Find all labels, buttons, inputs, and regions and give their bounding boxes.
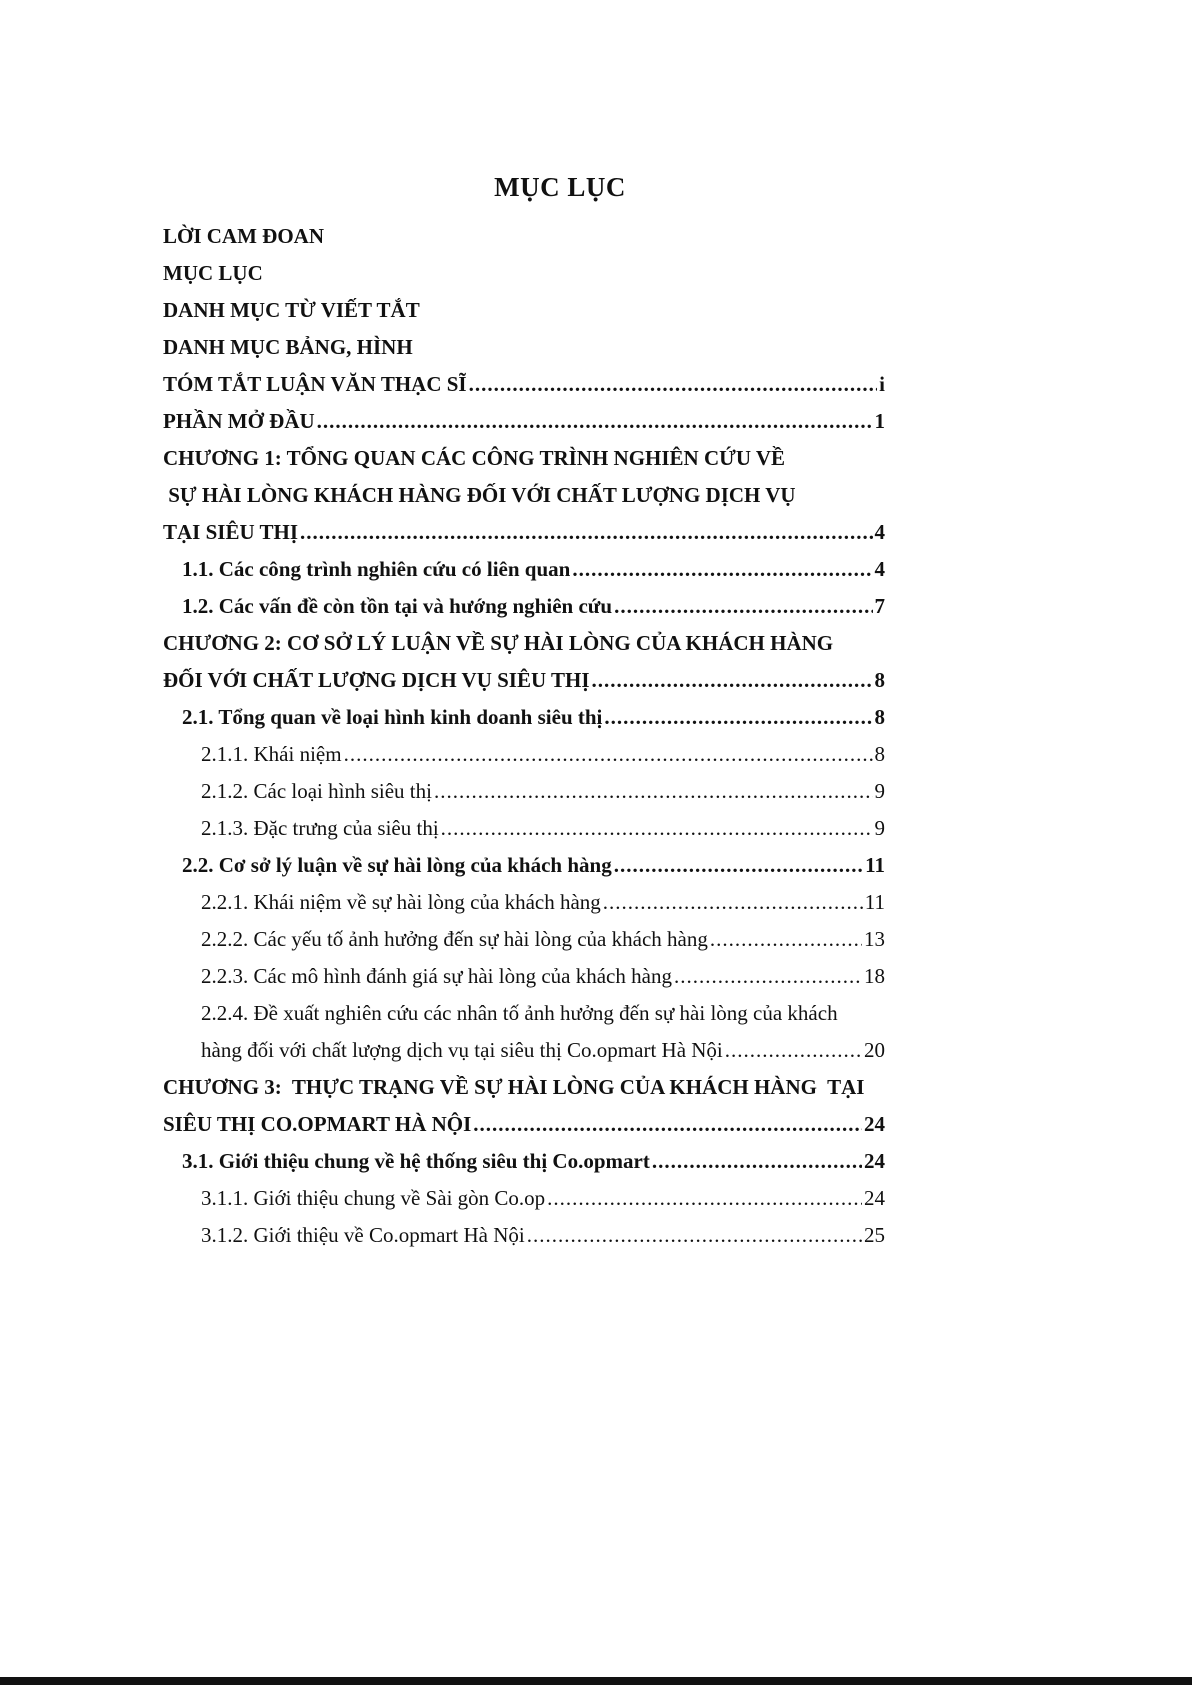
toc-entry-text: CHƯƠNG 3: THỰC TRẠNG VỀ SỰ HÀI LÒNG CỦA KHÁCH HÀNG TẠI	[163, 1075, 865, 1099]
toc-entry-text: 3.1.2. Giới thiệu về Co.opmart Hà Nội	[201, 1223, 525, 1247]
toc-entry[interactable]	[163, 333, 885, 361]
toc-entry-page: 24	[864, 1112, 885, 1136]
toc-entry[interactable]	[163, 444, 885, 472]
toc-entry-text: DANH MỤC BẢNG, HÌNH	[163, 335, 413, 359]
toc-entry-text: SIÊU THỊ CO.OPMART HÀ NỘI	[163, 1112, 472, 1136]
toc-entry-page: 24	[864, 1186, 885, 1210]
toc-entry[interactable]	[182, 703, 885, 731]
toc-entry-text: 1.2. Các vấn đề còn tồn tại và hướng nghiên cứu	[182, 594, 613, 618]
toc-entry-page: 4	[874, 520, 885, 544]
toc-entry[interactable]	[201, 962, 885, 990]
toc-entry[interactable]	[182, 851, 885, 879]
toc-entry-page: 11	[864, 890, 885, 914]
toc-entry[interactable]	[201, 925, 885, 953]
toc-entry-page: 25	[864, 1223, 885, 1247]
toc-entry-text: 3.1. Giới thiệu chung về hệ thống siêu thị Co.opmart	[182, 1149, 650, 1173]
toc-entry-text: 2.1. Tổng quan về loại hình kinh doanh siêu thị	[182, 705, 603, 729]
toc-entry-page: 11	[865, 853, 885, 877]
toc-entry[interactable]	[163, 222, 885, 250]
toc-entry-text: MỤC LỤC	[163, 261, 263, 285]
toc-entry-text: CHƯƠNG 2: CƠ SỞ LÝ LUẬN VỀ SỰ HÀI LÒNG CỦA KHÁCH HÀNG	[163, 631, 834, 655]
toc-entry[interactable]	[163, 481, 885, 509]
toc-entry-text: 2.2.1. Khái niệm về sự hài lòng của khách hàng	[201, 890, 601, 914]
toc-entry-text: 1.1. Các công trình nghiên cứu có liên quan	[182, 557, 571, 581]
toc-entry-text: hàng đối với chất lượng dịch vụ tại siêu thị Co.opmart Hà Nội	[201, 1038, 723, 1062]
toc-entry-text: CHƯƠNG 1: TỔNG QUAN CÁC CÔNG TRÌNH NGHIÊN CỨU VỀ	[163, 446, 786, 470]
toc-entry[interactable]	[201, 777, 885, 805]
toc-entry-text: TẠI SIÊU THỊ	[163, 520, 299, 544]
toc-entry-page: 8	[874, 742, 885, 766]
toc-entry-page: 9	[874, 816, 885, 840]
toc-entry[interactable]	[201, 740, 885, 768]
toc-entry-text: ĐỐI VỚI CHẤT LƯỢNG DỊCH VỤ SIÊU THỊ	[163, 668, 590, 692]
toc-entry[interactable]	[201, 888, 885, 916]
toc-entry[interactable]	[201, 1184, 885, 1212]
toc-entry[interactable]	[163, 518, 885, 546]
toc-entry[interactable]	[201, 1221, 885, 1249]
toc-entry[interactable]	[201, 999, 885, 1027]
toc-entry[interactable]	[201, 1036, 885, 1064]
toc-entry-text: 3.1.1. Giới thiệu chung về Sài gòn Co.op	[201, 1186, 546, 1210]
toc-entry-page: 4	[874, 557, 885, 581]
toc-entry[interactable]	[163, 1110, 885, 1138]
toc-entry-page: 20	[864, 1038, 885, 1062]
toc-entry[interactable]	[201, 814, 885, 842]
toc-entry[interactable]	[163, 259, 885, 287]
page-bottom-border	[0, 1677, 1192, 1685]
toc-entry[interactable]	[163, 629, 885, 657]
toc-entry-page: 1	[874, 409, 885, 433]
toc-entry-text: 2.1.2. Các loại hình siêu thị	[201, 779, 432, 803]
toc-entry-page: 8	[874, 705, 885, 729]
toc-entry-page: 8	[874, 668, 885, 692]
toc-entry[interactable]	[182, 555, 885, 583]
toc-entry[interactable]	[182, 592, 885, 620]
toc-entry-text: SỰ HÀI LÒNG KHÁCH HÀNG ĐỐI VỚI CHẤT LƯỢNG DỊCH VỤ	[163, 483, 796, 507]
toc-entry-text: 2.2. Cơ sở lý luận về sự hài lòng của khách hàng	[182, 853, 612, 877]
toc-entry[interactable]	[163, 296, 885, 324]
toc-entry-text: PHẦN MỞ ĐẦU	[163, 409, 315, 433]
toc-entry-page: 24	[864, 1149, 885, 1173]
toc-entry-page: 9	[874, 779, 885, 803]
toc-entry-page: 18	[864, 964, 885, 988]
toc-entry-text: 2.1.3. Đặc trưng của siêu thị	[201, 816, 439, 840]
page-title: MỤC LỤC	[494, 172, 626, 202]
toc-entry-page: 13	[864, 927, 885, 951]
toc-entry-text: 2.1.1. Khái niệm	[201, 742, 342, 766]
toc-entry[interactable]	[163, 370, 885, 398]
toc-entry[interactable]	[163, 407, 885, 435]
toc-entry[interactable]	[163, 666, 885, 694]
toc-entry[interactable]	[163, 1073, 885, 1101]
toc-entry-text: LỜI CAM ĐOAN	[163, 224, 324, 248]
toc-entry-text: 2.2.3. Các mô hình đánh giá sự hài lòng của khách hàng	[201, 964, 672, 988]
toc-entry-page: i	[879, 372, 885, 396]
toc-entry-text: DANH MỤC TỪ VIẾT TẮT	[163, 298, 420, 322]
toc-entry-text: 2.2.2. Các yếu tố ảnh hưởng đến sự hài lòng của khách hàng	[201, 927, 708, 951]
toc-entry-text: 2.2.4. Đề xuất nghiên cứu các nhân tố ảnh hưởng đến sự hài lòng của khách	[201, 1001, 838, 1025]
toc-entry-text: TÓM TẮT LUẬN VĂN THẠC SĨ	[163, 372, 467, 396]
toc-entry-page: 7	[874, 594, 885, 618]
toc-entry[interactable]	[182, 1147, 885, 1175]
